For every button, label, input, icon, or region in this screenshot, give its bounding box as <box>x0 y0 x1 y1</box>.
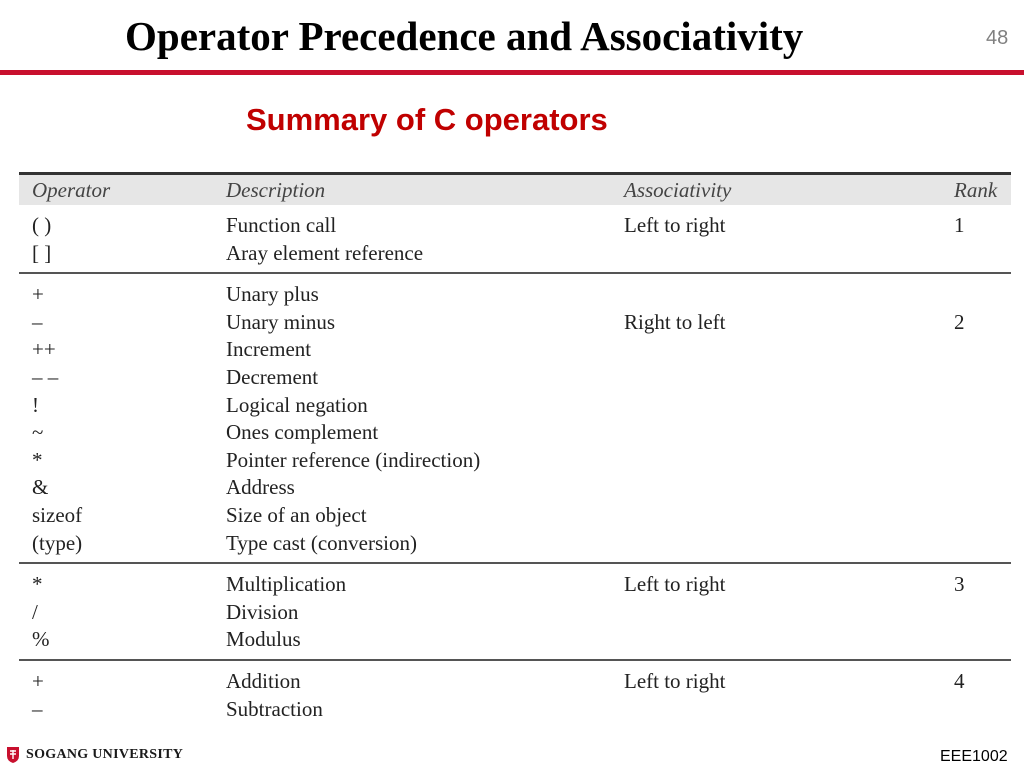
table-row <box>19 211 1011 239</box>
description-cell: Decrement <box>226 364 319 389</box>
operator-cell: – – <box>32 364 59 389</box>
header-rank: Rank <box>954 178 998 202</box>
table-row <box>19 239 1011 267</box>
university-emblem-icon <box>6 746 20 764</box>
table-row <box>19 335 1011 363</box>
operator-cell: + <box>32 668 44 693</box>
description-cell: Modulus <box>226 627 301 652</box>
table-row <box>19 625 1011 653</box>
associativity-cell: Left to right <box>624 213 726 237</box>
university-logo <box>6 745 183 765</box>
course-code: EEE1002 <box>940 748 1008 765</box>
page-number: 48 <box>986 27 1009 49</box>
header-associativity: Associativity <box>624 178 732 202</box>
description-cell: Subtraction <box>226 696 323 721</box>
university-name: SOGANG UNIVERSITY <box>26 747 184 762</box>
table-row <box>19 473 1011 501</box>
table-row <box>19 308 1011 336</box>
table-row <box>19 501 1011 529</box>
table-row <box>19 446 1011 474</box>
description-cell: Type cast (conversion) <box>226 530 417 555</box>
operator-cell: / <box>32 599 38 624</box>
header-description: Description <box>226 178 326 202</box>
associativity-cell: Left to right <box>624 668 726 693</box>
operator-cell: * <box>32 572 43 597</box>
operator-cell: ( ) <box>32 213 52 237</box>
slide-title: Operator Precedence and Associativity <box>125 13 804 59</box>
operator-group <box>19 564 1011 661</box>
table-header <box>19 175 1011 205</box>
header-operator: Operator <box>32 178 111 202</box>
table-row <box>19 363 1011 391</box>
description-cell: Address <box>226 475 295 500</box>
table-row <box>19 391 1011 419</box>
table-row <box>19 695 1011 723</box>
associativity-cell: Right to left <box>624 309 726 334</box>
operator-cell: + <box>32 282 44 307</box>
operator-cell: ! <box>32 392 39 417</box>
description-cell: Ones complement <box>226 420 379 445</box>
operators-table <box>19 172 1011 728</box>
table-row <box>19 598 1011 626</box>
description-cell: Division <box>226 599 299 624</box>
rank-cell: 2 <box>954 309 965 334</box>
operator-cell: % <box>32 627 50 652</box>
operator-cell: sizeof <box>32 502 83 527</box>
table-row <box>19 667 1011 695</box>
slide-subtitle: Summary of C operators <box>246 102 608 137</box>
description-cell: Pointer reference (indirection) <box>226 447 481 472</box>
operator-group <box>19 274 1011 564</box>
title-divider <box>0 70 1024 75</box>
operator-cell: [ ] <box>32 240 52 265</box>
description-cell: Aray element reference <box>226 240 424 265</box>
description-cell: Function call <box>226 213 337 237</box>
operator-cell: & <box>32 475 49 500</box>
operator-cell: * <box>32 447 43 472</box>
description-cell: Addition <box>226 668 301 693</box>
description-cell: Size of an object <box>226 502 367 527</box>
operator-group <box>19 205 1011 274</box>
table-row <box>19 529 1011 557</box>
rank-cell: 4 <box>954 668 965 693</box>
operator-cell: – <box>32 696 43 721</box>
table-row <box>19 280 1011 308</box>
operator-group <box>19 661 1011 728</box>
operator-cell: (type) <box>32 530 83 555</box>
rank-cell: 3 <box>954 572 965 597</box>
rank-cell: 1 <box>954 213 965 237</box>
description-cell: Increment <box>226 337 312 362</box>
table-body <box>19 205 1011 728</box>
operator-cell: ~ <box>32 420 44 445</box>
description-cell: Unary minus <box>226 309 336 334</box>
operator-cell: ++ <box>32 337 56 362</box>
description-cell: Multiplication <box>226 572 347 597</box>
associativity-cell: Left to right <box>624 572 726 597</box>
operator-cell: – <box>32 309 43 334</box>
table-row <box>19 570 1011 598</box>
description-cell: Unary plus <box>226 282 319 307</box>
table-row <box>19 418 1011 446</box>
description-cell: Logical negation <box>226 392 368 417</box>
